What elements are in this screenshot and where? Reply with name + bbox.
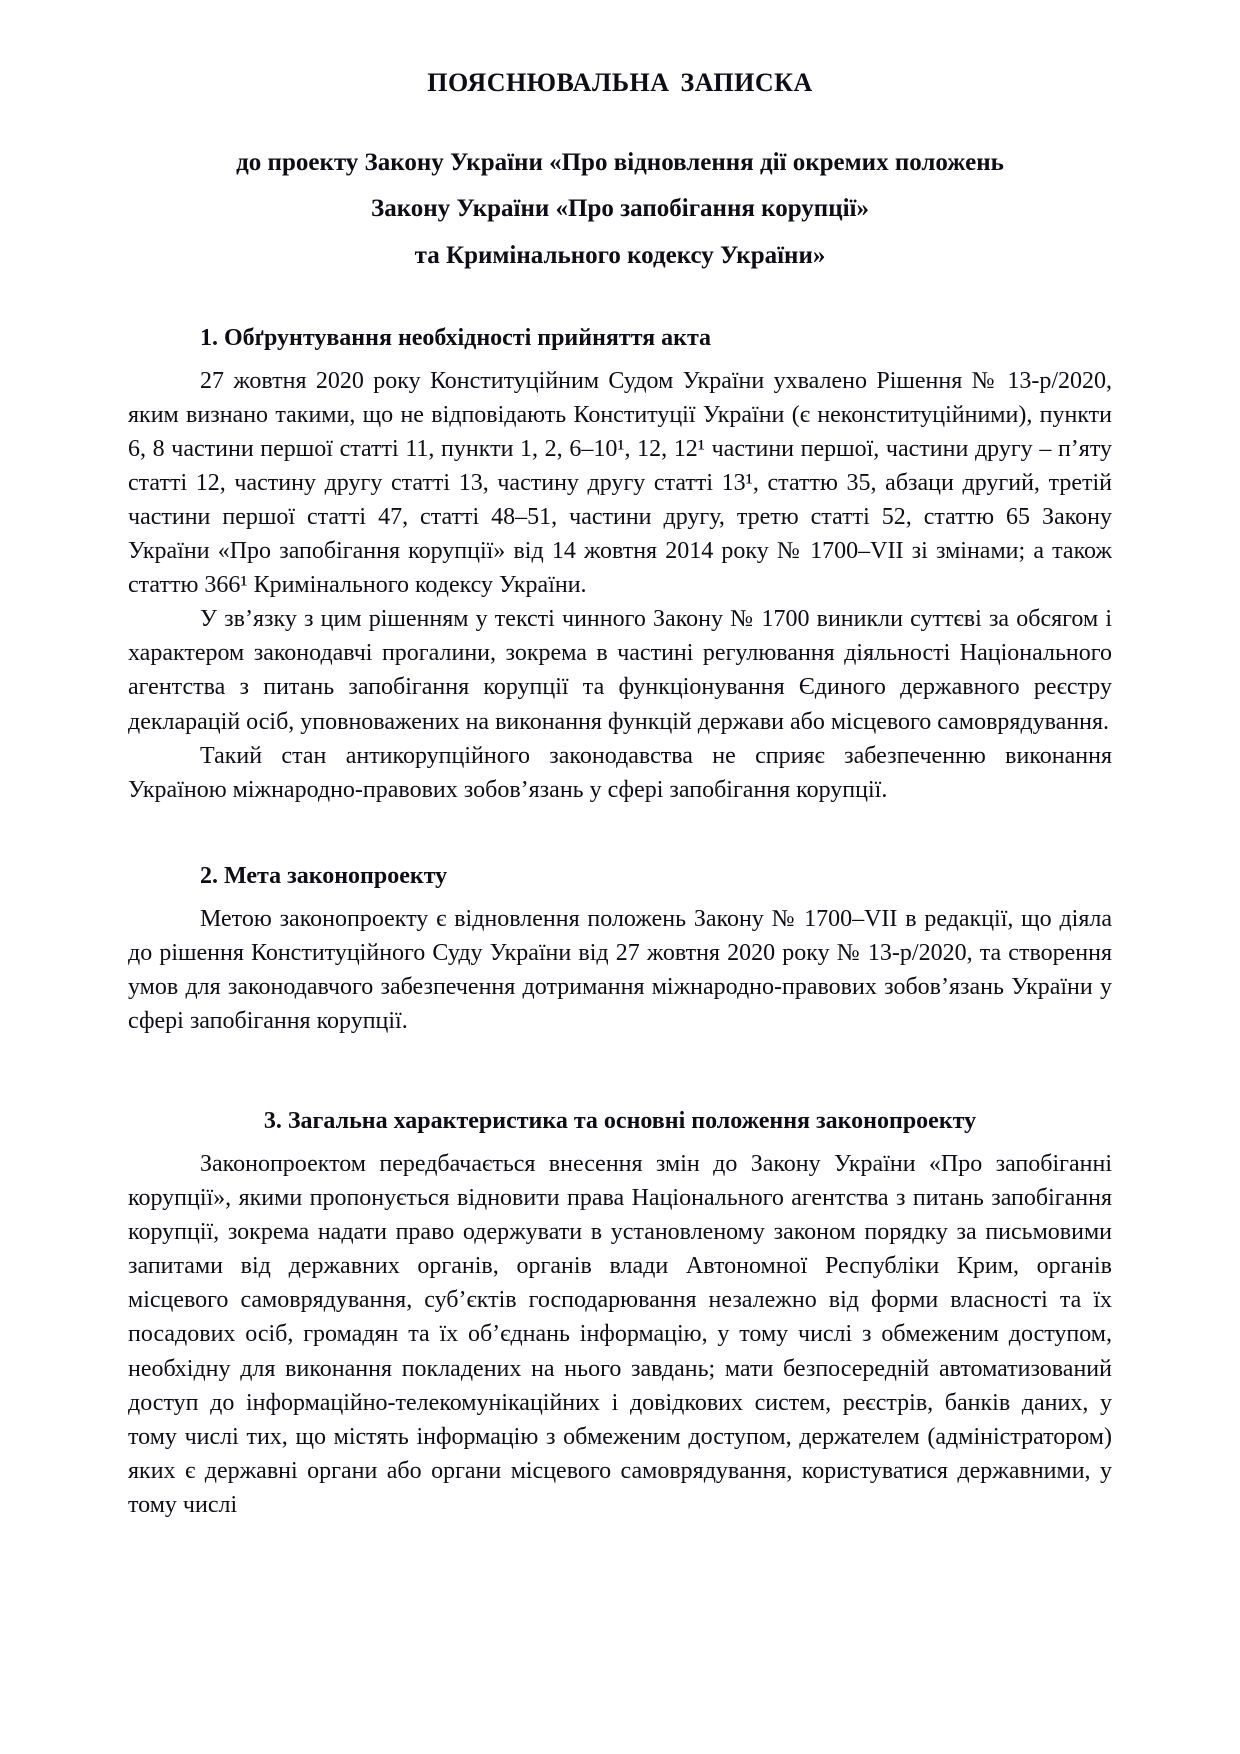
section-1-paragraph-1: 27 жовтня 2020 року Конституційним Судом України ухвалено Рішення № 13-р/2020, яким визнано такими, що не відповідають Конституції України (є неконституційними), пункти 6, 8 частини першої статті 11, пункти 1, 2, 6–10¹, 12, 12¹ частини першої, частини другу – п’яту статті 12, частину другу статті 13, частину другу статті 13¹, статтю 35, абзаци другий, третій частини першої статті 47, статті 48–51, частини другу, третю статті 52, статтю 65 Закону України «Про запобігання корупції» від 14 жовтня 2014 року № 1700–VII зі змінами; а також статтю 366¹ Кримінального кодексу України.: [128, 367, 1112, 599]
subtitle-line-2: Закону України «Про запобігання корупції»: [371, 195, 869, 223]
section-3-paragraph-1: Законопроектом передбачається внесення змін до Закону України «Про запобіганні корупції», якими пропонується відновити права Національного агентства з питань запобігання корупції, зокрема надати право одержувати в установленому законом порядку за письмовими запитами від державних органів, органів влади Автономної Республіки Крим, органів місцевого самоврядування, суб’єктів господарювання незалежно від форми власності та їх посадових осіб, громадян та їх об’єднань інформацію, у тому числі з обмеженим доступом, необхідну для виконання покладених на нього завдань; мати безпосередній автоматизований доступ до інформаційно-телекомунікаційних і довідкових систем, реєстрів, банків даних, у тому числі тих, що містять інформацію з обмеженим доступом, держателем (адміністратором) яких є державні органи або органи місцевого самоврядування, користуватися державними, у тому числі: [128, 1151, 1112, 1518]
section-1-heading: 1. Обґрунтування необхідності прийняття акта: [200, 324, 712, 351]
spacer-2: [128, 1038, 1112, 1078]
document-subtitle: [128, 140, 1112, 279]
section-1: [128, 325, 1112, 807]
section-2-heading: 2. Мета законопроекту: [200, 862, 448, 889]
subtitle-line-3: та Кримінального кодексу України»: [414, 241, 826, 269]
section-2: [128, 863, 1112, 1038]
section-2-paragraph-1: Метою законопроекту є відновлення положень Закону № 1700–VII в редакції, що діяла до рішення Конституційного Суду України від 27 жовтня 2020 року № 13-р/2020, та створення умов для законодавчого забезпечення дотримання міжнародно-правових зобов’язань України у сфері запобігання корупції.: [128, 905, 1112, 1034]
page-title: ПОЯСНЮВАЛЬНА ЗАПИСКА: [427, 68, 813, 97]
spacer-1: [128, 807, 1112, 833]
section-3: [128, 1108, 1112, 1522]
section-3-heading: 3. Загальна характеристика та основні положення законопроекту: [263, 1108, 977, 1135]
subtitle-line-1: до проекту Закону України «Про відновлення дії окремих положень: [236, 149, 1004, 176]
section-1-paragraph-3: Такий стан антикорупційного законодавства не сприяє забезпеченню виконання Україною міжнародно-правових зобов’язань у сфері запобігання корупції.: [128, 742, 1112, 803]
section-1-paragraph-2: У зв’язку з цим рішенням у тексті чинного Закону № 1700 виникли суттєві за обсягом і характером законодавчі прогалини, зокрема в частині регулювання діяльності Національного агентства з питань запобігання корупції та функціонування Єдиного державного реєстру декларацій осіб, уповноважених на виконання функцій держави або місцевого самоврядування.: [128, 606, 1112, 735]
